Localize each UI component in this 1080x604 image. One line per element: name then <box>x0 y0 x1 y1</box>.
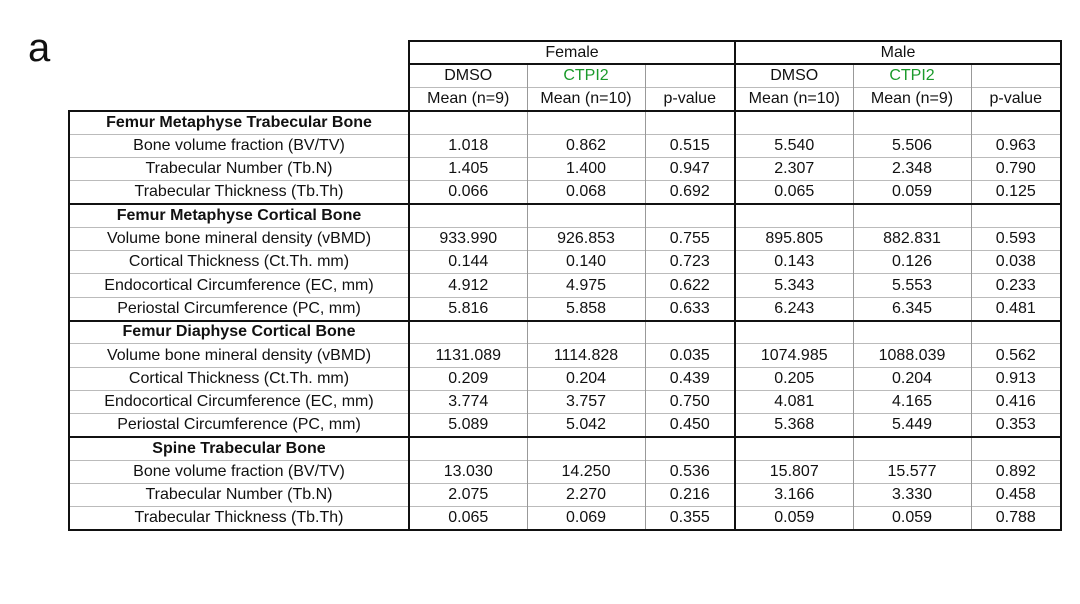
p-value-cell: 0.038 <box>971 251 1061 274</box>
treatment-header-row <box>69 64 1061 87</box>
table-row <box>69 134 1061 157</box>
row-label: Trabecular Number (Tb.N) <box>69 484 409 507</box>
row-label: Cortical Thickness (Ct.Th. mm) <box>69 367 409 390</box>
mean-value-cell: 2.307 <box>735 157 853 180</box>
empty-cell <box>527 437 645 460</box>
empty-cell <box>645 437 735 460</box>
row-label: Bone volume fraction (BV/TV) <box>69 460 409 483</box>
empty-cell <box>409 204 527 227</box>
empty-cell <box>409 111 527 134</box>
treatment-dmso-female: DMSO <box>409 64 527 87</box>
mean-value-cell: 5.042 <box>527 414 645 437</box>
mean-value-cell: 0.066 <box>409 181 527 204</box>
empty-cell <box>409 437 527 460</box>
empty-cell <box>527 204 645 227</box>
p-value-cell: 0.353 <box>971 414 1061 437</box>
p-value-cell: 0.633 <box>645 297 735 320</box>
table-row <box>69 344 1061 367</box>
p-value-cell: 0.892 <box>971 460 1061 483</box>
section-header-row <box>69 321 1061 344</box>
subheader-cell: p-value <box>971 88 1061 111</box>
empty-cell <box>853 437 971 460</box>
group-male: Male <box>735 41 1061 64</box>
p-value-cell: 0.593 <box>971 227 1061 250</box>
mean-value-cell: 4.912 <box>409 274 527 297</box>
mean-value-cell: 5.368 <box>735 414 853 437</box>
mean-value-cell: 0.059 <box>853 507 971 530</box>
mean-value-cell: 0.065 <box>409 507 527 530</box>
mean-value-cell: 1074.985 <box>735 344 853 367</box>
empty-cell <box>735 111 853 134</box>
p-value-cell: 0.515 <box>645 134 735 157</box>
mean-value-cell: 14.250 <box>527 460 645 483</box>
table-row <box>69 367 1061 390</box>
empty-cell <box>645 111 735 134</box>
table-row <box>69 297 1061 320</box>
mean-value-cell: 0.144 <box>409 251 527 274</box>
mean-value-cell: 1088.039 <box>853 344 971 367</box>
mean-value-cell: 882.831 <box>853 227 971 250</box>
treatment-empty-male <box>971 64 1061 87</box>
row-label: Volume bone mineral density (vBMD) <box>69 227 409 250</box>
mean-value-cell: 0.209 <box>409 367 527 390</box>
table-row <box>69 157 1061 180</box>
mean-value-cell: 4.165 <box>853 390 971 413</box>
mean-value-cell: 3.330 <box>853 484 971 507</box>
p-value-cell: 0.450 <box>645 414 735 437</box>
results-table <box>68 40 1062 531</box>
section-title: Spine Trabecular Bone <box>69 437 409 460</box>
mean-value-cell: 926.853 <box>527 227 645 250</box>
section-title: Femur Metaphyse Cortical Bone <box>69 204 409 227</box>
mean-value-cell: 6.345 <box>853 297 971 320</box>
table-row <box>69 414 1061 437</box>
p-value-cell: 0.536 <box>645 460 735 483</box>
section-header-row <box>69 111 1061 134</box>
subheader-cell: Mean (n=9) <box>853 88 971 111</box>
mean-value-cell: 5.553 <box>853 274 971 297</box>
table-row <box>69 251 1061 274</box>
mean-value-cell: 0.205 <box>735 367 853 390</box>
row-label: Volume bone mineral density (vBMD) <box>69 344 409 367</box>
mean-value-cell: 3.774 <box>409 390 527 413</box>
mean-value-cell: 5.540 <box>735 134 853 157</box>
mean-value-cell: 4.081 <box>735 390 853 413</box>
mean-value-cell: 5.343 <box>735 274 853 297</box>
mean-value-cell: 5.858 <box>527 297 645 320</box>
mean-value-cell: 5.506 <box>853 134 971 157</box>
mean-value-cell: 0.059 <box>853 181 971 204</box>
p-value-cell: 0.562 <box>971 344 1061 367</box>
empty-cell <box>645 321 735 344</box>
row-label: Periostal Circumference (PC, mm) <box>69 414 409 437</box>
mean-value-cell: 6.243 <box>735 297 853 320</box>
treatment-ctpi2-male: CTPI2 <box>853 64 971 87</box>
mean-value-cell: 1.018 <box>409 134 527 157</box>
p-value-cell: 0.963 <box>971 134 1061 157</box>
mean-value-cell: 5.089 <box>409 414 527 437</box>
mean-value-cell: 1114.828 <box>527 344 645 367</box>
mean-value-cell: 0.065 <box>735 181 853 204</box>
mean-value-cell: 1.400 <box>527 157 645 180</box>
p-value-cell: 0.035 <box>645 344 735 367</box>
panel-label: a <box>28 26 51 70</box>
mean-value-cell: 0.126 <box>853 251 971 274</box>
mean-value-cell: 13.030 <box>409 460 527 483</box>
p-value-cell: 0.755 <box>645 227 735 250</box>
mean-value-cell: 3.757 <box>527 390 645 413</box>
empty-cell <box>735 204 853 227</box>
empty-cell <box>971 204 1061 227</box>
section-title: Femur Metaphyse Trabecular Bone <box>69 111 409 134</box>
treatment-dmso-male: DMSO <box>735 64 853 87</box>
mean-value-cell: 5.816 <box>409 297 527 320</box>
p-value-cell: 0.622 <box>645 274 735 297</box>
p-value-cell: 0.355 <box>645 507 735 530</box>
mean-value-cell: 5.449 <box>853 414 971 437</box>
mean-value-cell: 2.348 <box>853 157 971 180</box>
subheader-cell: Mean (n=10) <box>527 88 645 111</box>
row-label: Trabecular Number (Tb.N) <box>69 157 409 180</box>
section-header-row <box>69 204 1061 227</box>
table-row <box>69 507 1061 530</box>
p-value-cell: 0.416 <box>971 390 1061 413</box>
p-value-cell: 0.233 <box>971 274 1061 297</box>
row-label: Trabecular Thickness (Tb.Th) <box>69 507 409 530</box>
empty-cell <box>971 111 1061 134</box>
empty-cell <box>527 321 645 344</box>
mean-value-cell: 0.068 <box>527 181 645 204</box>
mean-value-cell: 933.990 <box>409 227 527 250</box>
p-value-cell: 0.913 <box>971 367 1061 390</box>
row-label: Trabecular Thickness (Tb.Th) <box>69 181 409 204</box>
empty-cell <box>971 437 1061 460</box>
p-value-cell: 0.723 <box>645 251 735 274</box>
p-value-cell: 0.216 <box>645 484 735 507</box>
p-value-cell: 0.439 <box>645 367 735 390</box>
section-title: Femur Diaphyse Cortical Bone <box>69 321 409 344</box>
group-header-row <box>69 41 1061 64</box>
p-value-cell: 0.692 <box>645 181 735 204</box>
p-value-cell: 0.947 <box>645 157 735 180</box>
mean-value-cell: 0.069 <box>527 507 645 530</box>
subheader-cell: Mean (n=10) <box>735 88 853 111</box>
row-label: Cortical Thickness (Ct.Th. mm) <box>69 251 409 274</box>
row-label: Endocortical Circumference (EC, mm) <box>69 390 409 413</box>
empty-cell <box>853 321 971 344</box>
mean-value-cell: 4.975 <box>527 274 645 297</box>
mean-value-cell: 2.270 <box>527 484 645 507</box>
p-value-cell: 0.125 <box>971 181 1061 204</box>
mean-value-cell: 895.805 <box>735 227 853 250</box>
table-row <box>69 181 1061 204</box>
table-row <box>69 484 1061 507</box>
mean-value-cell: 2.075 <box>409 484 527 507</box>
mean-value-cell: 1.405 <box>409 157 527 180</box>
row-label: Endocortical Circumference (EC, mm) <box>69 274 409 297</box>
mean-value-cell: 1131.089 <box>409 344 527 367</box>
p-value-cell: 0.458 <box>971 484 1061 507</box>
section-header-row <box>69 437 1061 460</box>
empty-cell <box>645 204 735 227</box>
empty-cell <box>853 204 971 227</box>
subheader-cell: Mean (n=9) <box>409 88 527 111</box>
group-female: Female <box>409 41 735 64</box>
empty-cell <box>735 321 853 344</box>
mean-value-cell: 0.140 <box>527 251 645 274</box>
mean-value-cell: 15.577 <box>853 460 971 483</box>
mean-value-cell: 0.862 <box>527 134 645 157</box>
table-row <box>69 274 1061 297</box>
table-row <box>69 390 1061 413</box>
table-row <box>69 227 1061 250</box>
row-label: Periostal Circumference (PC, mm) <box>69 297 409 320</box>
treatment-empty-female <box>645 64 735 87</box>
subheader-cell: p-value <box>645 88 735 111</box>
empty-cell <box>735 437 853 460</box>
treatment-ctpi2-female: CTPI2 <box>527 64 645 87</box>
mean-value-cell: 0.143 <box>735 251 853 274</box>
empty-cell <box>527 111 645 134</box>
p-value-cell: 0.750 <box>645 390 735 413</box>
mean-value-cell: 0.204 <box>853 367 971 390</box>
stat-header-row <box>69 88 1061 111</box>
empty-cell <box>409 321 527 344</box>
p-value-cell: 0.481 <box>971 297 1061 320</box>
mean-value-cell: 0.059 <box>735 507 853 530</box>
row-label: Bone volume fraction (BV/TV) <box>69 134 409 157</box>
empty-cell <box>853 111 971 134</box>
p-value-cell: 0.788 <box>971 507 1061 530</box>
empty-cell <box>971 321 1061 344</box>
mean-value-cell: 3.166 <box>735 484 853 507</box>
mean-value-cell: 15.807 <box>735 460 853 483</box>
p-value-cell: 0.790 <box>971 157 1061 180</box>
mean-value-cell: 0.204 <box>527 367 645 390</box>
table-row <box>69 460 1061 483</box>
